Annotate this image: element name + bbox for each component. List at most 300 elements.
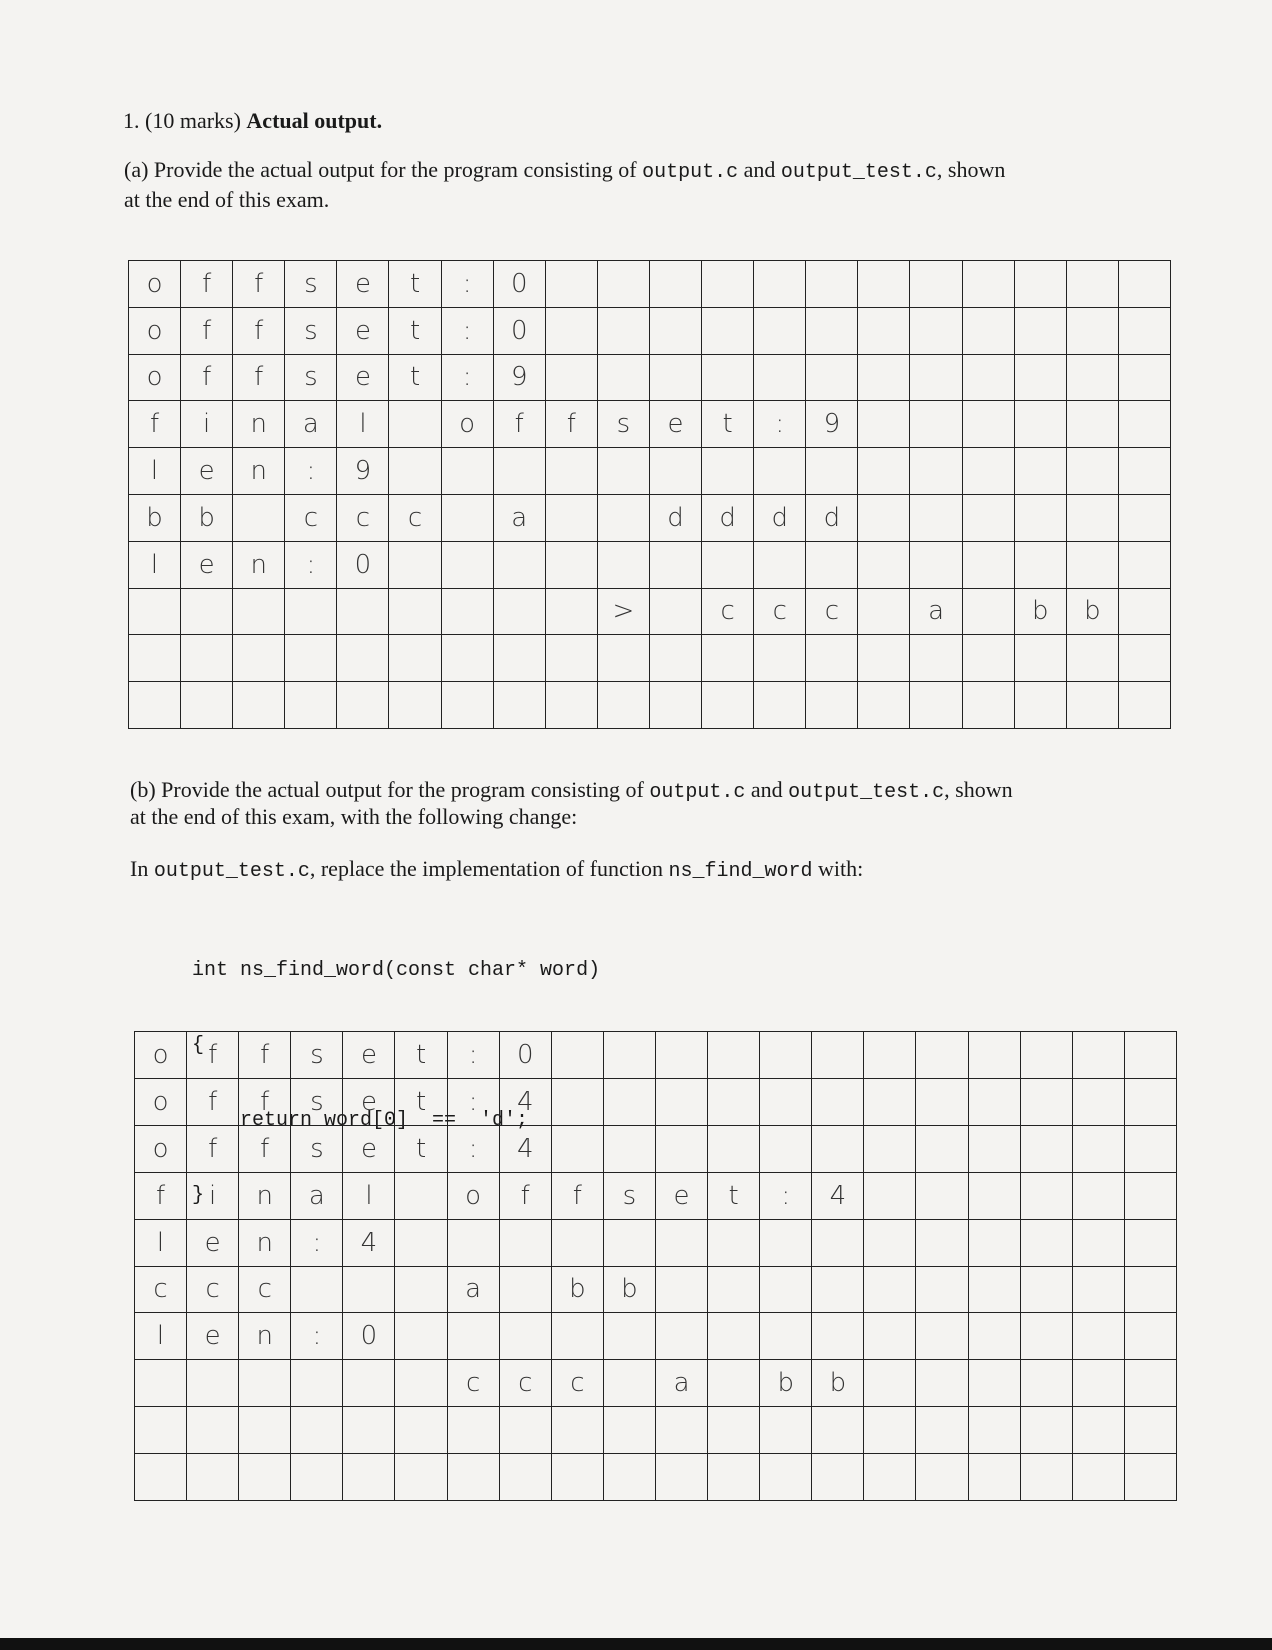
grid-cell bbox=[702, 308, 754, 355]
grid-cell: a bbox=[291, 1173, 343, 1220]
grid-cell bbox=[864, 1079, 916, 1126]
grid-cell bbox=[448, 1407, 500, 1454]
grid-cell bbox=[656, 1454, 708, 1501]
grid-cell: f bbox=[233, 308, 285, 355]
grid-cell bbox=[187, 1360, 239, 1407]
grid-cell: b bbox=[760, 1360, 812, 1407]
grid-cell bbox=[1015, 401, 1067, 448]
grid-cell: t bbox=[389, 261, 441, 308]
grid-cell bbox=[1021, 1032, 1073, 1079]
question-title: Actual output. bbox=[246, 108, 383, 133]
grid-cell: f bbox=[187, 1032, 239, 1079]
grid-cell bbox=[864, 1360, 916, 1407]
grid-cell bbox=[604, 1360, 656, 1407]
grid-cell: l bbox=[129, 448, 181, 495]
grid-cell bbox=[760, 1454, 812, 1501]
grid-cell: i bbox=[187, 1173, 239, 1220]
grid-cell bbox=[1067, 495, 1119, 542]
grid-cell bbox=[395, 1267, 447, 1314]
grid-cell: d bbox=[702, 495, 754, 542]
grid-cell: 9 bbox=[806, 401, 858, 448]
grid-cell bbox=[650, 308, 702, 355]
grid-cell bbox=[552, 1126, 604, 1173]
grid-cell bbox=[1073, 1079, 1125, 1126]
grid-cell bbox=[500, 1407, 552, 1454]
grid-cell bbox=[598, 542, 650, 589]
grid-cell bbox=[963, 635, 1015, 682]
grid-cell bbox=[604, 1454, 656, 1501]
grid-cell: a bbox=[656, 1360, 708, 1407]
part-b-instr-2: , replace the implementation of function bbox=[309, 856, 663, 881]
grid-cell bbox=[650, 682, 702, 729]
grid-cell: l bbox=[337, 401, 389, 448]
grid-cell bbox=[754, 682, 806, 729]
grid-cell bbox=[754, 261, 806, 308]
part-b-file-2: output_test.c bbox=[788, 781, 945, 804]
grid-cell bbox=[702, 635, 754, 682]
grid-cell bbox=[135, 1454, 187, 1501]
grid-cell: d bbox=[754, 495, 806, 542]
grid-cell bbox=[442, 589, 494, 636]
grid-cell bbox=[910, 635, 962, 682]
grid-cell: c bbox=[448, 1360, 500, 1407]
grid-cell bbox=[806, 542, 858, 589]
grid-cell bbox=[1125, 1267, 1177, 1314]
grid-cell bbox=[1125, 1079, 1177, 1126]
grid-cell bbox=[969, 1220, 1021, 1267]
grid-cell: c bbox=[754, 589, 806, 636]
grid-cell bbox=[129, 682, 181, 729]
grid-cell bbox=[708, 1126, 760, 1173]
grid-cell bbox=[916, 1079, 968, 1126]
grid-cell bbox=[1067, 542, 1119, 589]
grid-cell bbox=[442, 542, 494, 589]
grid-cell bbox=[442, 448, 494, 495]
grid-cell bbox=[1073, 1126, 1125, 1173]
grid-cell bbox=[1119, 542, 1171, 589]
code-line: { bbox=[192, 1034, 205, 1057]
grid-cell: f bbox=[239, 1079, 291, 1126]
grid-cell: f bbox=[181, 261, 233, 308]
grid-cell bbox=[708, 1079, 760, 1126]
grid-cell: o bbox=[442, 401, 494, 448]
grid-cell: t bbox=[395, 1126, 447, 1173]
grid-cell bbox=[969, 1360, 1021, 1407]
grid-cell bbox=[1073, 1407, 1125, 1454]
grid-cell bbox=[1021, 1313, 1073, 1360]
grid-cell bbox=[395, 1360, 447, 1407]
grid-cell bbox=[1119, 401, 1171, 448]
grid-cell bbox=[650, 589, 702, 636]
grid-cell bbox=[546, 355, 598, 402]
grid-cell bbox=[1021, 1220, 1073, 1267]
grid-cell: c bbox=[702, 589, 754, 636]
grid-cell bbox=[604, 1407, 656, 1454]
grid-cell bbox=[546, 308, 598, 355]
grid-cell bbox=[864, 1267, 916, 1314]
part-b-instr-file: output_test.c bbox=[153, 860, 310, 883]
grid-cell: c bbox=[135, 1267, 187, 1314]
grid-cell: 0 bbox=[337, 542, 389, 589]
grid-cell: 4 bbox=[500, 1126, 552, 1173]
grid-cell: f bbox=[135, 1173, 187, 1220]
grid-cell: b bbox=[181, 495, 233, 542]
grid-cell bbox=[442, 635, 494, 682]
grid-cell bbox=[969, 1126, 1021, 1173]
part-b-label: (b) bbox=[130, 777, 156, 802]
grid-cell: 0 bbox=[494, 261, 546, 308]
grid-cell bbox=[494, 589, 546, 636]
grid-cell bbox=[187, 1407, 239, 1454]
grid-cell bbox=[858, 355, 910, 402]
grid-cell bbox=[916, 1220, 968, 1267]
grid-cell: 4 bbox=[343, 1220, 395, 1267]
grid-cell: l bbox=[135, 1220, 187, 1267]
grid-cell bbox=[395, 1313, 447, 1360]
grid-cell: e bbox=[337, 355, 389, 402]
grid-cell bbox=[233, 682, 285, 729]
grid-cell bbox=[500, 1220, 552, 1267]
grid-cell bbox=[1119, 308, 1171, 355]
grid-cell bbox=[910, 448, 962, 495]
grid-cell bbox=[969, 1173, 1021, 1220]
grid-cell bbox=[754, 448, 806, 495]
grid-cell bbox=[233, 635, 285, 682]
grid-cell: o bbox=[135, 1032, 187, 1079]
grid-cell bbox=[546, 495, 598, 542]
grid-cell bbox=[760, 1407, 812, 1454]
grid-cell: b bbox=[129, 495, 181, 542]
grid-cell bbox=[858, 401, 910, 448]
grid-cell bbox=[858, 589, 910, 636]
grid-cell: s bbox=[285, 355, 337, 402]
part-b-text-2: , shown bbox=[944, 777, 1013, 802]
part-b-text-1: Provide the actual output for the program consisting of bbox=[161, 777, 644, 802]
grid-cell bbox=[1073, 1173, 1125, 1220]
grid-cell: : bbox=[442, 355, 494, 402]
grid-cell bbox=[135, 1360, 187, 1407]
grid-cell bbox=[1119, 635, 1171, 682]
grid-cell bbox=[395, 1173, 447, 1220]
grid-cell bbox=[494, 542, 546, 589]
part-b-file-1: output.c bbox=[649, 781, 746, 804]
grid-cell: n bbox=[239, 1220, 291, 1267]
grid-cell bbox=[754, 355, 806, 402]
grid-cell: s bbox=[285, 261, 337, 308]
grid-cell: f bbox=[500, 1173, 552, 1220]
grid-cell bbox=[1125, 1313, 1177, 1360]
grid-cell: e bbox=[650, 401, 702, 448]
grid-cell bbox=[598, 448, 650, 495]
grid-cell bbox=[1067, 635, 1119, 682]
grid-cell bbox=[337, 635, 389, 682]
grid-cell bbox=[910, 355, 962, 402]
grid-cell bbox=[1125, 1032, 1177, 1079]
grid-cell bbox=[135, 1407, 187, 1454]
grid-cell bbox=[1125, 1173, 1177, 1220]
grid-cell bbox=[604, 1079, 656, 1126]
grid-cell: e bbox=[343, 1079, 395, 1126]
grid-cell bbox=[1119, 355, 1171, 402]
grid-cell bbox=[858, 635, 910, 682]
grid-cell bbox=[291, 1454, 343, 1501]
grid-cell bbox=[343, 1360, 395, 1407]
grid-cell bbox=[395, 1220, 447, 1267]
grid-cell bbox=[754, 542, 806, 589]
grid-cell bbox=[1073, 1220, 1125, 1267]
code-line: return word[0] == 'd'; bbox=[192, 1109, 529, 1132]
grid-cell bbox=[702, 542, 754, 589]
grid-cell bbox=[604, 1220, 656, 1267]
grid-cell bbox=[1073, 1032, 1125, 1079]
grid-cell bbox=[598, 635, 650, 682]
grid-cell: c bbox=[500, 1360, 552, 1407]
grid-cell bbox=[963, 682, 1015, 729]
grid-cell bbox=[1021, 1360, 1073, 1407]
grid-cell bbox=[1021, 1454, 1073, 1501]
grid-cell bbox=[916, 1313, 968, 1360]
grid-cell bbox=[337, 682, 389, 729]
grid-cell bbox=[754, 635, 806, 682]
grid-cell bbox=[650, 355, 702, 402]
grid-cell bbox=[448, 1220, 500, 1267]
grid-cell bbox=[389, 589, 441, 636]
grid-cell bbox=[806, 261, 858, 308]
grid-cell: a bbox=[494, 495, 546, 542]
grid-cell bbox=[963, 308, 1015, 355]
grid-cell bbox=[963, 401, 1015, 448]
grid-cell: o bbox=[448, 1173, 500, 1220]
grid-cell bbox=[963, 542, 1015, 589]
grid-cell bbox=[963, 261, 1015, 308]
grid-cell bbox=[604, 1032, 656, 1079]
question-marks: (10 marks) bbox=[145, 108, 241, 133]
grid-cell bbox=[754, 308, 806, 355]
grid-cell bbox=[233, 589, 285, 636]
grid-cell: : bbox=[291, 1220, 343, 1267]
grid-cell bbox=[963, 495, 1015, 542]
grid-cell bbox=[656, 1267, 708, 1314]
grid-cell bbox=[1015, 261, 1067, 308]
grid-cell bbox=[389, 635, 441, 682]
grid-cell: b bbox=[812, 1360, 864, 1407]
grid-cell bbox=[552, 1220, 604, 1267]
grid-cell: f bbox=[233, 355, 285, 402]
grid-cell bbox=[969, 1407, 1021, 1454]
grid-cell bbox=[708, 1032, 760, 1079]
grid-cell: n bbox=[233, 542, 285, 589]
grid-cell bbox=[910, 261, 962, 308]
grid-cell bbox=[546, 542, 598, 589]
grid-cell bbox=[708, 1220, 760, 1267]
grid-cell bbox=[1125, 1126, 1177, 1173]
grid-cell: t bbox=[395, 1032, 447, 1079]
part-a-text-1: Provide the actual output for the program consisting of bbox=[153, 157, 637, 182]
grid-cell bbox=[500, 1313, 552, 1360]
part-a-prompt-line-1 bbox=[124, 157, 1005, 186]
grid-cell bbox=[916, 1407, 968, 1454]
grid-cell bbox=[1119, 589, 1171, 636]
grid-cell bbox=[1073, 1360, 1125, 1407]
grid-cell: t bbox=[708, 1173, 760, 1220]
grid-cell: c bbox=[239, 1267, 291, 1314]
part-a-text-2: , shown bbox=[936, 157, 1006, 182]
grid-cell bbox=[129, 635, 181, 682]
grid-cell bbox=[656, 1032, 708, 1079]
grid-cell bbox=[656, 1407, 708, 1454]
grid-cell bbox=[598, 355, 650, 402]
grid-cell bbox=[864, 1032, 916, 1079]
part-b-instr-3: with: bbox=[818, 856, 864, 881]
grid-cell bbox=[864, 1126, 916, 1173]
grid-cell bbox=[858, 261, 910, 308]
grid-cell: i bbox=[181, 401, 233, 448]
grid-cell: 0 bbox=[494, 308, 546, 355]
grid-cell bbox=[708, 1360, 760, 1407]
grid-cell bbox=[760, 1032, 812, 1079]
part-a-file-1: output.c bbox=[642, 161, 739, 184]
grid-cell bbox=[239, 1454, 291, 1501]
grid-cell bbox=[708, 1267, 760, 1314]
grid-cell: b bbox=[1067, 589, 1119, 636]
grid-cell bbox=[1119, 448, 1171, 495]
grid-cell bbox=[1073, 1313, 1125, 1360]
grid-cell bbox=[708, 1407, 760, 1454]
grid-cell bbox=[1067, 355, 1119, 402]
grid-cell: f bbox=[129, 401, 181, 448]
grid-cell bbox=[916, 1360, 968, 1407]
grid-cell bbox=[702, 682, 754, 729]
grid-cell bbox=[969, 1267, 1021, 1314]
part-a-file-2: output_test.c bbox=[780, 161, 937, 184]
grid-cell bbox=[963, 448, 1015, 495]
grid-cell: a bbox=[910, 589, 962, 636]
grid-cell bbox=[389, 448, 441, 495]
grid-cell bbox=[858, 682, 910, 729]
grid-cell: b bbox=[604, 1267, 656, 1314]
grid-cell: a bbox=[285, 401, 337, 448]
part-b-prompt-line-1 bbox=[130, 777, 1013, 806]
grid-cell bbox=[760, 1313, 812, 1360]
grid-cell: c bbox=[552, 1360, 604, 1407]
grid-cell bbox=[916, 1173, 968, 1220]
grid-cell bbox=[500, 1267, 552, 1314]
grid-cell: f bbox=[181, 355, 233, 402]
grid-cell bbox=[1067, 261, 1119, 308]
grid-cell: t bbox=[389, 308, 441, 355]
grid-cell bbox=[812, 1126, 864, 1173]
grid-cell bbox=[969, 1313, 1021, 1360]
grid-cell: d bbox=[650, 495, 702, 542]
grid-cell: : bbox=[442, 261, 494, 308]
part-b-prompt-line-2: at the end of this exam, with the following change: bbox=[130, 804, 578, 829]
grid-cell bbox=[963, 589, 1015, 636]
grid-cell bbox=[858, 495, 910, 542]
grid-cell bbox=[389, 682, 441, 729]
grid-cell bbox=[1119, 495, 1171, 542]
grid-cell bbox=[812, 1313, 864, 1360]
grid-cell bbox=[969, 1454, 1021, 1501]
part-a-prompt-line-2: at the end of this exam. bbox=[124, 187, 330, 212]
grid-cell: e bbox=[337, 261, 389, 308]
grid-cell bbox=[969, 1032, 1021, 1079]
grid-cell: l bbox=[343, 1173, 395, 1220]
grid-cell: : bbox=[754, 401, 806, 448]
grid-cell bbox=[916, 1267, 968, 1314]
grid-cell: : bbox=[285, 448, 337, 495]
grid-cell bbox=[650, 542, 702, 589]
part-b-answer-grid bbox=[134, 1031, 1177, 1501]
grid-cell bbox=[604, 1313, 656, 1360]
grid-cell bbox=[291, 1360, 343, 1407]
grid-cell bbox=[181, 635, 233, 682]
grid-cell bbox=[552, 1313, 604, 1360]
grid-cell bbox=[963, 355, 1015, 402]
grid-cell bbox=[181, 589, 233, 636]
grid-cell: e bbox=[343, 1032, 395, 1079]
grid-cell: s bbox=[285, 308, 337, 355]
grid-cell bbox=[702, 261, 754, 308]
grid-cell bbox=[1015, 355, 1067, 402]
grid-cell bbox=[858, 308, 910, 355]
part-b-and: and bbox=[750, 777, 783, 802]
grid-cell bbox=[552, 1079, 604, 1126]
grid-cell bbox=[239, 1360, 291, 1407]
part-b-instr-1: In bbox=[130, 856, 149, 881]
grid-cell bbox=[1125, 1360, 1177, 1407]
grid-cell bbox=[760, 1079, 812, 1126]
grid-cell bbox=[910, 682, 962, 729]
grid-cell bbox=[656, 1079, 708, 1126]
grid-cell bbox=[1021, 1126, 1073, 1173]
grid-cell: c bbox=[389, 495, 441, 542]
grid-cell: c bbox=[285, 495, 337, 542]
grid-cell bbox=[702, 448, 754, 495]
grid-cell: : bbox=[760, 1173, 812, 1220]
grid-cell bbox=[494, 635, 546, 682]
grid-cell bbox=[389, 542, 441, 589]
grid-cell bbox=[1015, 682, 1067, 729]
grid-cell bbox=[343, 1454, 395, 1501]
grid-cell: o bbox=[129, 261, 181, 308]
grid-cell bbox=[291, 1267, 343, 1314]
grid-cell bbox=[598, 308, 650, 355]
grid-cell: t bbox=[389, 355, 441, 402]
grid-cell: s bbox=[291, 1032, 343, 1079]
grid-cell bbox=[812, 1454, 864, 1501]
grid-cell bbox=[969, 1079, 1021, 1126]
grid-cell bbox=[1067, 682, 1119, 729]
grid-cell bbox=[1021, 1173, 1073, 1220]
grid-cell bbox=[916, 1454, 968, 1501]
grid-cell: s bbox=[291, 1126, 343, 1173]
grid-cell: : bbox=[285, 542, 337, 589]
grid-cell bbox=[1021, 1267, 1073, 1314]
grid-cell bbox=[1067, 448, 1119, 495]
grid-cell bbox=[442, 682, 494, 729]
grid-cell: f bbox=[546, 401, 598, 448]
grid-cell: f bbox=[239, 1032, 291, 1079]
grid-cell bbox=[910, 308, 962, 355]
grid-cell bbox=[1067, 308, 1119, 355]
grid-cell bbox=[864, 1220, 916, 1267]
grid-cell bbox=[598, 682, 650, 729]
grid-cell: e bbox=[187, 1313, 239, 1360]
grid-cell bbox=[650, 448, 702, 495]
grid-cell: b bbox=[1015, 589, 1067, 636]
grid-cell: o bbox=[135, 1079, 187, 1126]
grid-cell bbox=[546, 261, 598, 308]
